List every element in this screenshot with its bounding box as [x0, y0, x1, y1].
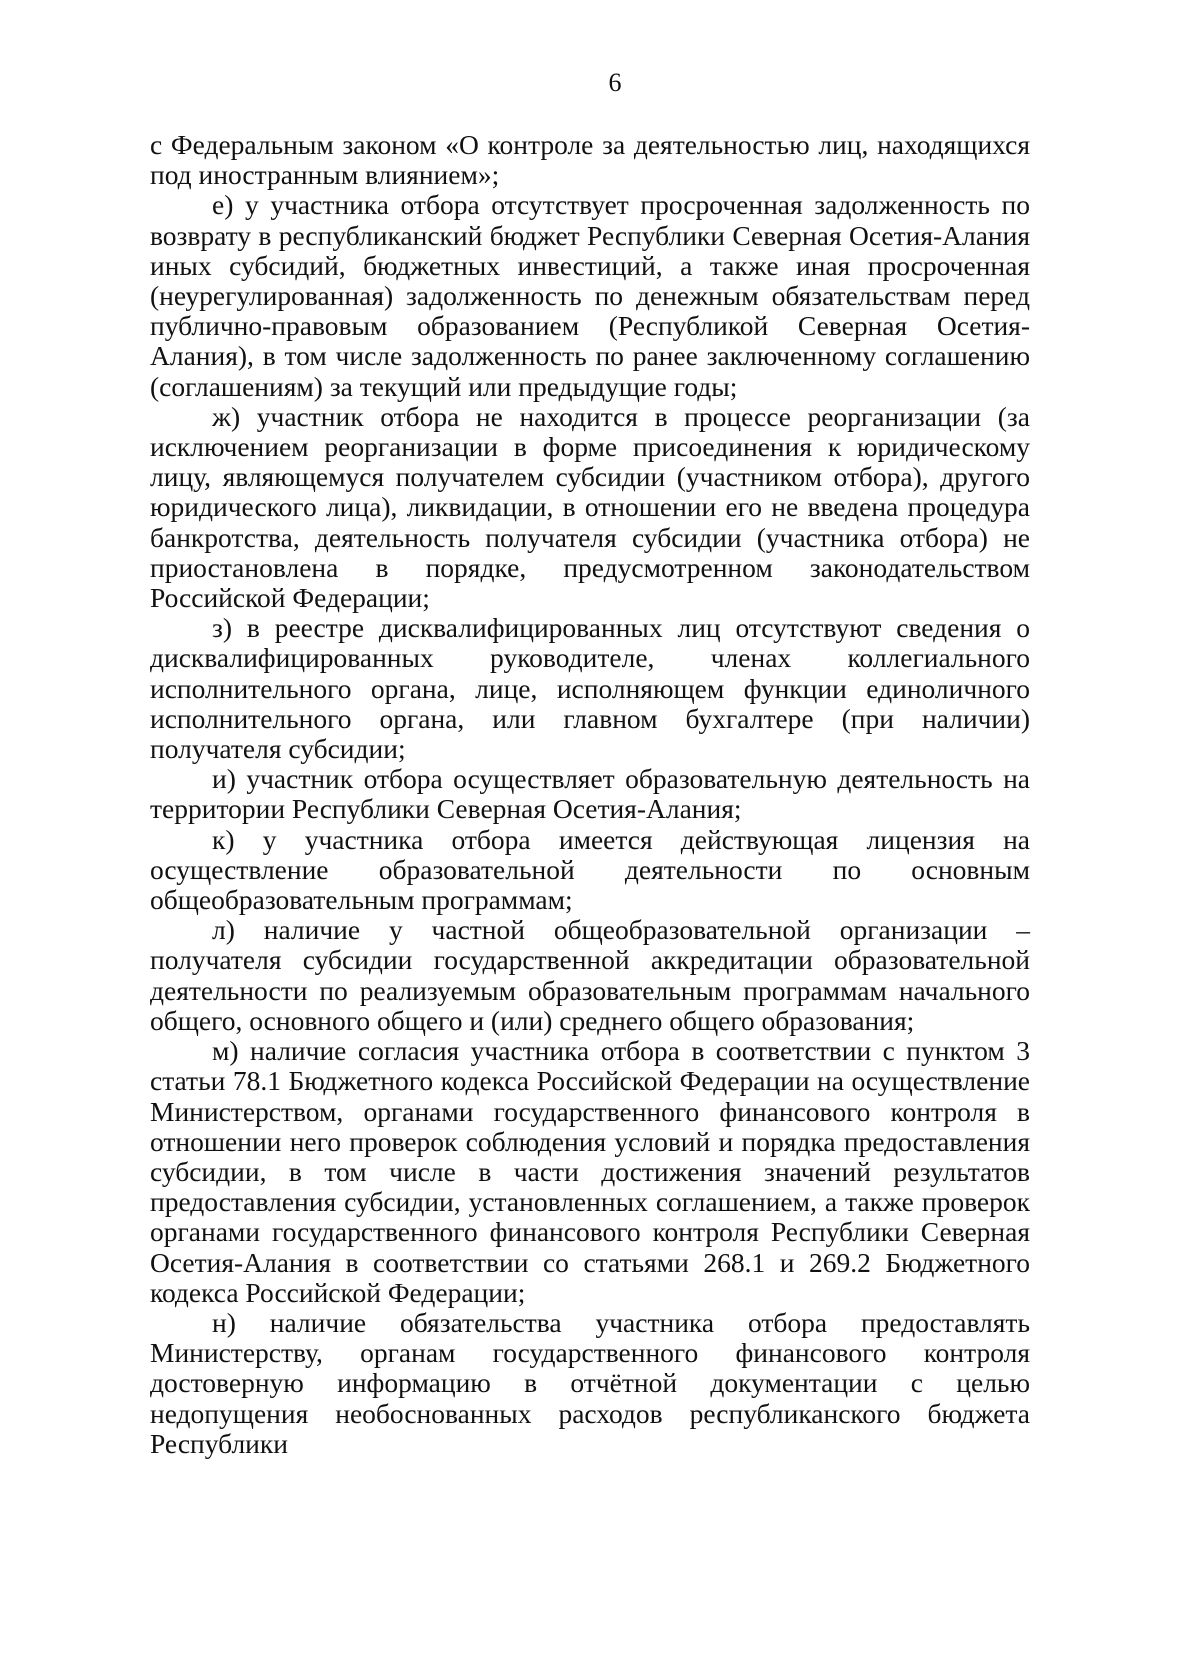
paragraph-zh: ж) участник отбора не находится в процессе реорганизации (за исключением реорганизации в форме присоединения к юридическому лицу, являющемуся получателем субсидии (участником отбора), другого юридического лица), ликвидации, в отношении его не введена процедура банкротства, деятельность получателя субсидии (участника отбора) не приостановлена в порядке, предусмотренном законодательством Российской Федерации;	[150, 400, 1030, 614]
paragraph-e: е) у участника отбора отсутствует просроченная задолженность по возврату в республиканский бюджет Республики Северная Осетия-Алания иных субсидий, бюджетных инвестиций, а также иная просроченная (неурегулированная) задолженность по денежным обязательствам перед публично-правовым образованием (Республикой Северная Осетия-Алания), в том числе задолженность по ранее заключенному соглашению (соглашениям) за текущий или предыдущие годы;	[150, 189, 1030, 402]
paragraph-z: з) в реестре дисквалифицированных лиц отсутствуют сведения о дисквалифицированных руководителе, членах коллегиального исполнительного органа, лице, исполняющем функции единоличного исполнительного органа, или главном бухгалтере (при наличии) получателя субсидии;	[150, 612, 1030, 765]
paragraph-n: н) наличие обязательства участника отбора предоставлять Министерству, органам государственного финансового контроля достоверную информацию в отчётной документации с целью недопущения необоснованных расходов республиканского бюджета Республики	[150, 1306, 1030, 1459]
paragraph-k: к) у участника отбора имеется действующая лицензия на осуществление образовательной деятельности по основным общеобразовательным программам;	[150, 823, 1030, 916]
paragraph-m: м) наличие согласия участника отбора в соответствии с пунктом 3 статьи 78.1 Бюджетного кодекса Российской Федерации на осуществление Министерством, органами государственного финансового контроля в отношении него проверок соблюдения условий и порядка предоставления субсидии, в том числе в части достижения значений результатов предоставления субсидии, установленных соглашением, а также проверок органами государственного финансового контроля Республики Северная Осетия-Алания в соответствии со статьями 268.1 и 269.2 Бюджетного кодекса Российской Федерации;	[150, 1035, 1030, 1308]
paragraph-continuation: с Федеральным законом «О контроле за деятельностью лиц, находящихся под иностранным влиянием»;	[150, 129, 1030, 191]
paragraph-i: и) участник отбора осуществляет образовательную деятельность на территории Республики Северная Осетия-Алания;	[150, 763, 1030, 825]
paragraph-l: л) наличие у частной общеобразовательной организации – получателя субсидии государственной аккредитации образовательной деятельности по реализуемым образовательным программам начального общего, основного общего и (или) среднего общего образования;	[150, 914, 1030, 1036]
document-body	[150, 130, 1030, 1459]
page-number: 6	[608, 68, 622, 97]
